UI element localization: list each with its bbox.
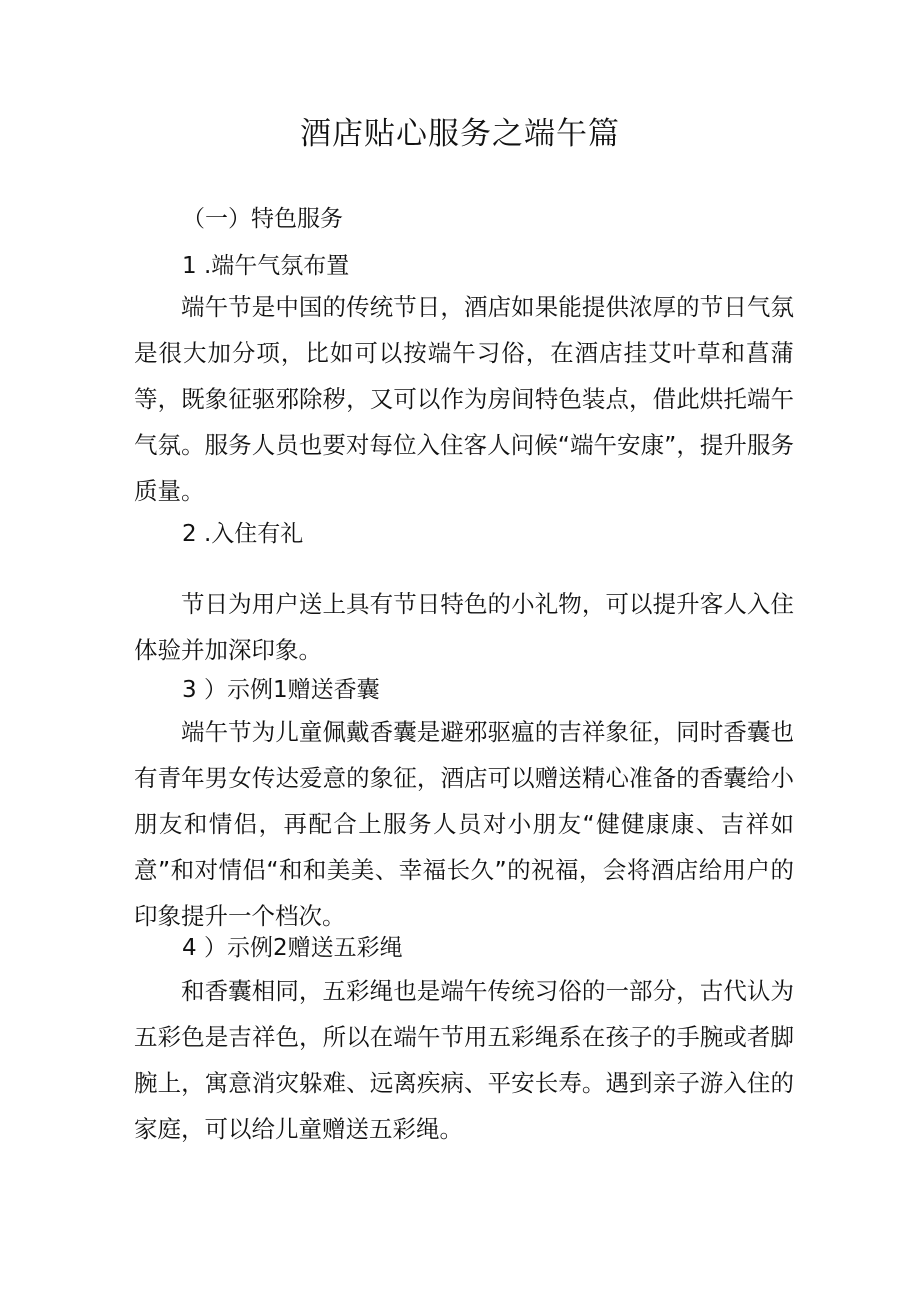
paragraph-example-sachet: 端午节为儿童佩戴香囊是避邪驱瘟的吉祥象征，同时香囊也有青年男女传达爱意的象征，酒店可以赠送精心准备的香囊给小朋友和情侣，再配合上服务人员对小朋友“健健康康、吉祥如意”和对情侣“和和美美、幸福长久”的祝福，会将酒店给用户的印象提升一个档次。 xyxy=(134,718,794,930)
document-title: 酒店贴心服务之端午篇 xyxy=(300,116,620,152)
section-heading-special-services: （一）特色服务 xyxy=(182,206,343,232)
paragraph-festival-atmosphere: 端午节是中国的传统节日，酒店如果能提供浓厚的节日气氛是很大加分项，比如可以按端午习俗，在酒店挂艾叶草和菖蒲等，既象征驱邪除秽，又可以作为房间特色装点，借此烘托端午气氛。服务人员也要对每位入住客人问候“端午安康”，提升服务质量。 xyxy=(134,293,794,505)
item-heading-example-five-color-rope: 4 ）示例2赠送五彩绳 xyxy=(182,935,403,961)
item-heading-check-in-gift: 2 .入住有礼 xyxy=(182,521,304,547)
item-heading-example-sachet: 3 ）示例1赠送香囊 xyxy=(182,677,380,703)
item-heading-festival-atmosphere: 1 .端午气氛布置 xyxy=(182,253,350,279)
paragraph-check-in-gift: 节日为用户送上具有节日特色的小礼物，可以提升客人入住体验并加深印象。 xyxy=(134,590,794,664)
paragraph-example-five-color-rope: 和香囊相同，五彩绳也是端午传统习俗的一部分，古代认为五彩色是吉祥色，所以在端午节用五彩绳系在孩子的手腕或者脚腕上，寓意消灾躲难、远离疾病、平安长寿。遇到亲子游入住的家庭，可以给儿童赠送五彩绳。 xyxy=(134,977,794,1143)
